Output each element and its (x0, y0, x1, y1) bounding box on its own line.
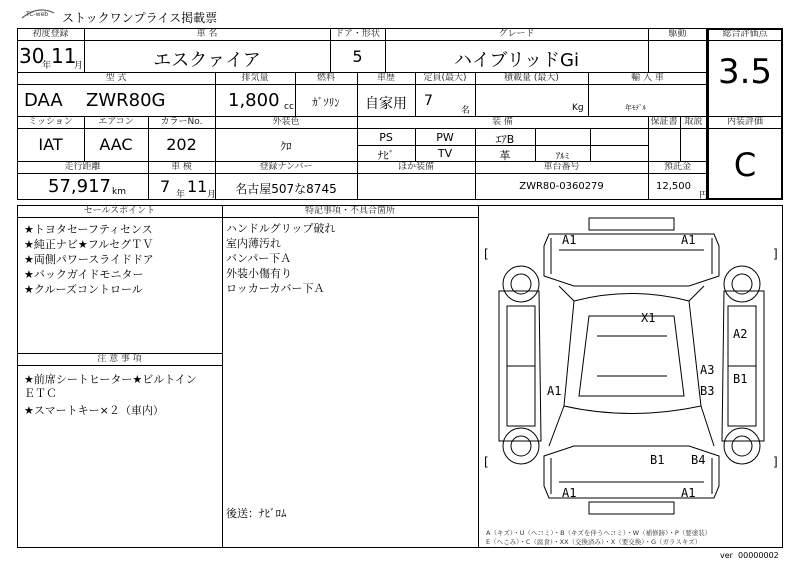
first-reg-month: 11 (51, 44, 77, 68)
exterior-color-value: ｸﾛ (280, 140, 292, 153)
list-item: ＥＴＣ (24, 387, 57, 400)
car-name: エスクァイア (153, 50, 261, 71)
list-item: ★スマートキー×２（車内） (24, 404, 164, 417)
mileage-header: 走行距離 (64, 162, 101, 172)
load-header: 積載量 (最大) (504, 73, 559, 83)
type-code: ZWR80G (86, 90, 166, 111)
first-reg-header: 初度登録 (32, 29, 69, 39)
overall-score-header: 総合評価点 (722, 29, 768, 39)
mission-header: ミッション (28, 117, 73, 127)
chassis-value: ZWR80-0360279 (519, 181, 604, 192)
manual-header: 取説 (684, 117, 703, 127)
grade-header: グレード (498, 29, 535, 39)
car-name-header: 車 名 (196, 29, 218, 39)
load-unit: Kg (572, 103, 584, 113)
diagram-legend: E（へこみ）・C（腐食）・XX（交換済み）・X（要交換）・G（ガラスキズ） (486, 538, 702, 546)
inspection-month: 11 (187, 177, 208, 196)
damage-mark: B1 (650, 453, 665, 467)
interior-score-header: 内装評価 (726, 117, 763, 127)
fuel-value: ｶﾞｿﾘﾝ (312, 96, 340, 109)
overall-score-value: 3.5 (717, 52, 773, 92)
fuel-header: 燃料 (316, 73, 335, 83)
capacity-unit: 名 (461, 106, 471, 116)
damage-mark: A1 (681, 233, 696, 247)
list-item: 外装小傷有り (226, 267, 292, 280)
list-item: 室内薄汚れ (226, 237, 281, 250)
first-reg-year-unit: 年 (42, 61, 52, 71)
equip-airbag: ｴｱB (495, 133, 515, 146)
damage-mark: A1 (562, 233, 577, 247)
damage-mark: B3 (700, 384, 715, 398)
equip-pw: PW (436, 131, 454, 144)
type-header: 型 式 (105, 73, 127, 83)
damage-mark: A1 (547, 384, 562, 398)
displacement-header: 排気量 (241, 73, 269, 83)
list-item: ★クルーズコントロール (24, 283, 143, 296)
list-item: ハンドルグリップ破れ (226, 222, 336, 235)
special-notes-title: 特記事項・不具合箇所 (304, 206, 395, 216)
type-prefix: DAA (24, 90, 63, 111)
bracket-front-left: [ (484, 247, 489, 261)
list-item: ★純正ナビ★フルセグＴＶ (24, 238, 154, 251)
history-value: 自家用 (365, 96, 407, 112)
door-value: 5 (352, 47, 363, 66)
plate-value: 名古屋507な8745 (235, 182, 337, 196)
inspection-year-unit: 年 (176, 190, 186, 200)
import-model-year: 年ﾓﾃﾞﾙ (625, 104, 646, 112)
damage-mark: A1 (562, 486, 577, 500)
recycle-unit: 円 (699, 191, 709, 201)
damage-mark: B1 (733, 372, 748, 386)
displacement-value: 1,800 (228, 90, 280, 111)
other-equip-header: ほか装備 (397, 162, 434, 172)
history-header: 車歴 (376, 73, 395, 83)
aircon-header: エアコン (98, 117, 134, 127)
warranty-header: 保証書 (650, 117, 678, 127)
import-header: 輸 入 車 (631, 73, 664, 83)
equip-leather: 革 (499, 149, 511, 162)
list-item: ★前席シートヒーター★ビルトイン (24, 373, 197, 386)
capacity-value: 7 (424, 93, 433, 109)
inspection-year: 7 (160, 177, 171, 196)
mileage-value: 57,917 (48, 176, 111, 197)
diagram-legend: A（キズ）・U（ヘコミ）・B（キズを伴うヘコミ）・W（補修跡）・P（要塗装） (486, 529, 712, 537)
list-item: ロッカーカバー下Ａ (226, 282, 325, 295)
list-item: ★両側パワースライドドア (24, 253, 154, 266)
displacement-unit: cc (284, 102, 294, 112)
exterior-color-header: 外装色 (272, 117, 300, 127)
car-diagram (479, 206, 782, 526)
capacity-header: 定員(最大) (423, 73, 467, 83)
recycle-value: 12,500 (656, 181, 691, 192)
version-label: ver 00000002 (720, 551, 779, 560)
recycle-header: 預託金 (663, 162, 691, 172)
equipment-header: 装 備 (492, 117, 513, 127)
damage-mark: A1 (681, 486, 696, 500)
mileage-unit: km (112, 187, 126, 197)
equip-ps: PS (379, 131, 393, 144)
notes-title: 注 意 事 項 (97, 354, 142, 364)
bracket-front-right: ] (773, 247, 778, 261)
plate-header: 登録ナンバー (259, 162, 313, 172)
logo (20, 7, 56, 21)
damage-mark: B4 (691, 453, 706, 467)
equip-tv: TV (437, 147, 453, 160)
color-no-header: カラーNo. (160, 117, 203, 127)
grade-value: ハイブリッドGi (454, 50, 579, 71)
aircon-value: AAC (99, 135, 133, 154)
damage-mark: A3 (700, 363, 715, 377)
bracket-rear-right: ] (773, 455, 778, 469)
special-notes-footer: 後送：ﾅﾋﾞﾛﾑ (226, 507, 287, 520)
first-reg-month-unit: 月 (74, 61, 84, 71)
list-item: バンパー下Ａ (226, 252, 292, 265)
chassis-header: 車台番号 (543, 162, 580, 172)
page-title: ストックワンプライス掲載票 (62, 11, 218, 25)
list-item: ★バックガイドモニター (24, 268, 144, 281)
equip-navi: ﾅﾋﾞ (377, 149, 395, 162)
sales-points-title: セールスポイント (83, 206, 156, 216)
inspection-month-unit: 月 (207, 190, 217, 200)
color-no-value: 202 (166, 135, 197, 154)
damage-mark: X1 (641, 311, 656, 325)
bracket-rear-left: [ (484, 455, 489, 469)
logo-text: TC-web (26, 11, 49, 18)
mission-value: IAT (38, 135, 63, 154)
damage-mark: A2 (733, 327, 748, 341)
list-item: ★トヨタセーフティセンス (24, 223, 153, 236)
door-header: ドア・形状 (335, 29, 380, 39)
first-reg-year: 30 (19, 44, 45, 68)
drive-header: 駆動 (668, 29, 687, 39)
interior-score-value: C (733, 146, 757, 184)
inspection-header: 車 検 (171, 162, 192, 172)
equip-alumi: ｱﾙﾐ (555, 152, 570, 162)
